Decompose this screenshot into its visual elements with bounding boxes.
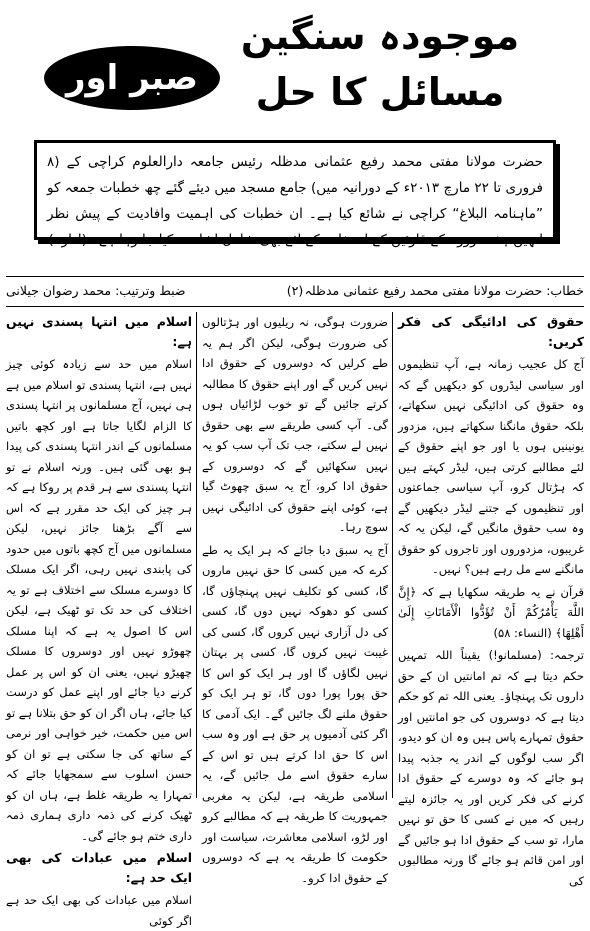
paragraph: اسلام میں عبادات کی بھی ایک حد ہے اگر کوئی [6, 893, 192, 928]
byline-rule [6, 306, 584, 307]
byline [6, 280, 584, 302]
section-heading: حقوق کی ادائیگی کی فکر کریں: [398, 314, 584, 349]
column-2 [202, 312, 388, 885]
masthead [10, 6, 580, 162]
column-divider [196, 312, 197, 798]
column-3 [6, 312, 192, 928]
speaker-credit: خطاب: حضرت مولانا مفتی محمد رفیع عثمانی مدظلہ [304, 283, 584, 298]
article-columns [6, 312, 584, 928]
paragraph: ضرورت ہوگی، نہ ریلیوں اور ہڑتالوں کی ضرورت ہوگی، لیکن اگر ہم یہ طے کرلیں کہ دوسروں کے حقوق ادا نہیں کریں گے اور اپنے حقوق کا مطالبہ کرتے جائیں گے تو خوب لڑائیاں ہوں گی۔ آپ کسی طریقے سے بھی حقوق نہیں لے سکتے، جب تک آپ سب کو یہ نہیں سکھائیں گے کہ دوسروں کے حقوق ادا کرو، آج یہ سبق چھوٹ گیا ہے، کوئی اپنے حقوق کی ادائیگی نہیں سوچ رہا۔ [202, 315, 388, 534]
column-1 [397, 312, 584, 888]
section-heading: اسلام میں عبادات کی بھی ایک حد ہے: [6, 850, 192, 885]
title-badge: صبر اور نماز [44, 46, 220, 110]
section-heading: اسلام میں انتہا پسندی نہیں ہے: [6, 314, 192, 349]
article-title: موجودہ سنگین مسائل کا حل [240, 14, 520, 114]
paragraph: قرآن نے یہ طریقہ سکھایا ہے کہ ﴿إِنَّ اللَّهَ يَأْمُرُكُمْ أَنْ تُؤَدُّوا الْأَمَانَاتِ إِلَىٰ أَهْلِهَا﴾ (النساء: ۵۸) [398, 584, 584, 640]
paragraph: آج کل عجیب زمانہ ہے، آپ تنظیموں اور سیاسی لیڈروں کو دیکھیں گے کہ وہ حقوق کی ادائیگی نہیں سکھاتے، بلکہ حقوق مانگنا سکھاتے ہیں، مزدور یونینیں ہوں یا اور جو اپنے حقوق کے لئے مطالبے کرتی ہیں، لیڈر کہتے ہیں کہ ہڑتال کرو، آپ سیاسی جماعتوں اور تنظیموں کے جتنے لیڈر دیکھیں گے وہ سب حقوق مانگیں گے، لیکن یہ کہ غریبوں، مزدوروں اور تاجروں کو حقوق مانگنے سے مل رہے ہیں؟ نہیں۔ [398, 357, 584, 576]
paragraph: ترجمہ: (مسلمانو!) یقیناً اللہ تمہیں حکم دیتا ہے کہ تم امانتیں ان کے حق داروں تک پہنچاؤ۔ یعنی اللہ تم کو حکم دیتا ہے کہ دوسروں کی جو امانتیں اور حقوق تمہارے پاس ہیں وہ ان کو دیدو، اگر سب لوگوں کے اندر یہ جذبہ پیدا ہو جائے کہ وہ دوسرے کے حقوق ادا کرنے کی فکر کریں اور یہ جائزہ لیتے رہیں کہ میں نے کسی کا حق تو نہیں مارا، تو سب کے حقوق ادا ہو جائیں گے اور امن قائم ہو جائے گا ورنہ مطالبوں کی [397, 648, 584, 888]
intro-text: حضرت مولانا مفتی محمد رفیع عثمانی مدظلہ رئیس جامعہ دارالعلوم کراچی کے (۸ فروری تا ۲۲ مارچ ۲۰۱۳ء کے دورانیہ میں) جامع مسجد میں دیئے گئے چھ خطبات جمعہ کو ”ماہنامہ البلاغ“ کراچی نے شائع کیا ہے۔ ان خطبات کی اہمیت وافادیت کے پیش نظر انہیں ہفت روزہ کے قارئین کے استفادہ کے لئے بھی شامل اشاعت کیا جا رہا ہے۔ (ادارہ) [47, 154, 543, 248]
compiler-credit: ضبط وترتیب: محمد رضوان جیلانی [6, 283, 186, 298]
column-divider [392, 312, 393, 798]
paragraph: آج یہ سبق دیا جائے کہ ہر ایک یہ طے کرے کہ میں کسی کا حق نہیں ماروں گا، کسی کو تکلیف نہیں پہنچاؤں گا، کسی کو دھوکہ نہیں دوں گا، کسی کی دل آزاری نہیں کروں گا، کسی کی غیبت نہیں کروں گا، کسی پر بہتان نہیں لگاؤں گا اور ہر ایک کو اس کا حق پورا پورا دوں گا، تو ہر ایک کو حقوق ملنے لگ جائیں گے۔ ایک آدمی کا اگر کئی آدمیوں پر حق ہے اور وہ سب اس کا حق ادا کرتے ہیں تو اس کے سارے حقوق اسے مل جائیں گے، یہ اسلامی طریقہ ہے، لیکن یہ مغربی جمہوریت کا طریقہ ہے کہ مطالبے کرو اور لڑو، اسلامی معاشرت، سیاست اور حکومت کا طریقہ یہ ہے کہ دوسروں کے حقوق ادا کرو۔ [202, 542, 388, 885]
intro-box [34, 140, 556, 248]
top-rule [6, 276, 584, 277]
paragraph: اسلام میں حد سے زیادہ کوئی چیز نہیں ہے، انتہا پسندی تو اسلام میں ہے ہی نہیں، آج مسلمانوں پر انتہا پسندی کا الزام لگایا جاتا ہے اور کچھ باتیں مسلمانوں کے اندر انتہا پسندی کی پیدا ہو بھی گئی ہیں۔ ورنہ اسلام نے تو انتہا پسندی سے ہر قدم پر روکا ہے کہ ہر چیز کی ایک حد مقرر ہے کہ اس سے آگے بڑھنا جائز نہیں، لیکن مسلمانوں میں آج کچھ باتوں میں حدود کی پابندی نہیں رہی، اگر ایک مسلک کا دوسرے مسلک سے اختلاف ہے تو یہ اختلاف کی حد تک تو ٹھیک ہے، لیکن اس کا اصول یہ ہے کہ اپنا مسلک چھوڑو نہیں اور دوسروں کا مسلک چھیڑو نہیں، یعنی ان کو اس پر عمل کرنے دیا جائے اور اپنے عمل کو درست کیا جائے، ہاں اگر ان کو حق بتلانا ہے تو اس میں حکمت، خیر خواہی اور نرمی کے ساتھ کی جا سکتی ہے تو ان کو حسن اسلوب سے سمجھایا جائے کہ تمہارا یہ طریقہ غلط ہے، ہاں ان کو ٹھیک کرنے کی ذمہ داری ہماری ذمہ داری ختم ہو جائے گی۔ [6, 357, 192, 843]
part-number: (۲) [286, 283, 304, 298]
